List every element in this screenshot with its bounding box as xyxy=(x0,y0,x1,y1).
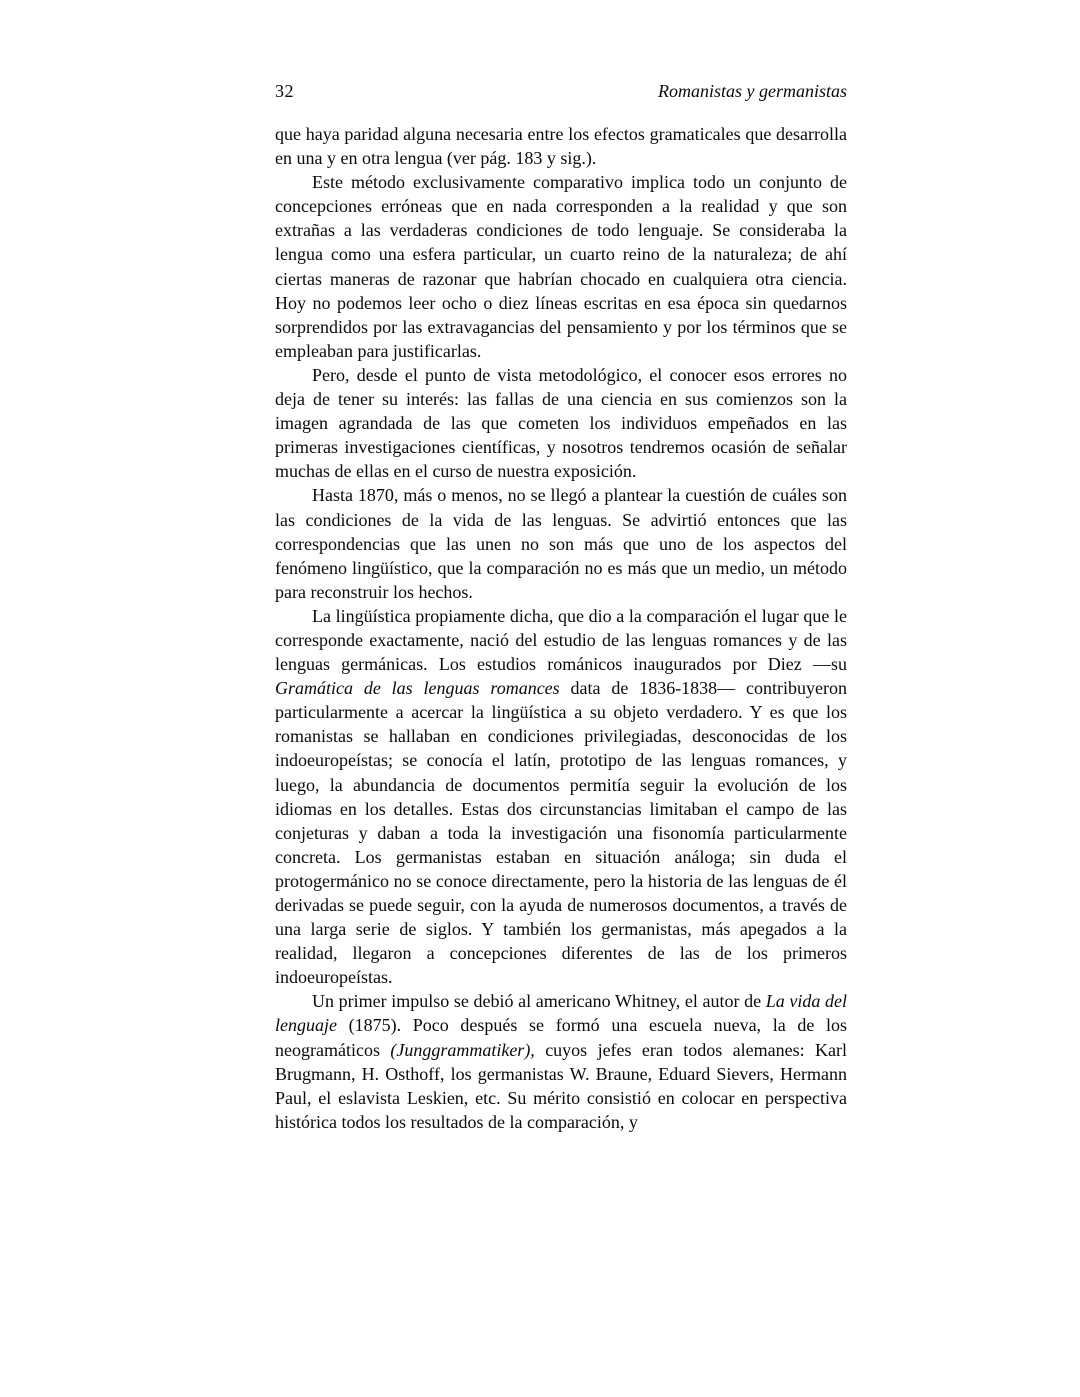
italic-text-segment: Gramática de las lenguas romances xyxy=(275,678,560,699)
text-segment: que haya paridad alguna necesaria entre los efectos gramaticales que desarrolla en una y en otra lengua (ver pág. 183 y sig.). xyxy=(275,124,847,169)
running-title: Romanistas y germanistas xyxy=(658,81,847,101)
italic-text-segment: La vida del lenguaje xyxy=(275,991,847,1036)
text-segment: data de 1836-1838— contribuyeron particularmente a acercar la lingüística a su objeto verdadero. Y es que los romanistas se hallaban en condiciones privilegiadas, desconocidas de los indoeuropeístas; se conocía el latín, prototipo de las lenguas romances, y luego, la abundancia de documentos permitía seguir la evolución de los idiomas en los detalles. Estas dos circunstancias limitaban el campo de las conjeturas y daban a toda la investigación una fisonomía particularmente concreta. Los germanistas estaban en situación análoga; sin duda el protogermánico no se conoce directamente, pero la historia de las lenguas de él derivadas se puede seguir, con la ayuda de numerosos documentos, a través de una larga serie de siglos. Y también los germanistas, más apegados a la realidad, llegaron a concepciones diferentes de las de los primeros indoeuropeístas. xyxy=(275,678,847,988)
page-body xyxy=(275,122,847,1134)
paragraph xyxy=(275,989,847,1134)
text-segment: La lingüística propiamente dicha, que dio a la comparación el lugar que le corresponde exactamente, nació del estudio de las lenguas romances y de las lenguas germánicas. Los estudios románicos inaugurados por Diez —su xyxy=(275,605,847,675)
paragraph xyxy=(275,170,847,363)
paragraph xyxy=(275,604,847,990)
paragraph xyxy=(275,122,847,170)
text-segment: (1875). Poco después se formó una escuela nueva, la de los neogramáticos xyxy=(275,1015,847,1060)
italic-text-segment: (Junggrammatiker), xyxy=(390,1039,535,1060)
page-number: 32 xyxy=(275,81,294,101)
text-segment: Pero, desde el punto de vista metodológico, el conocer esos errores no deja de tener su interés: las fallas de una ciencia en sus comienzos son la imagen agrandada de las que cometen los individuos empeñados en las primeras investigaciones científicas, y nosotros tendremos ocasión de señalar muchas de ellas en el curso de nuestra exposición. xyxy=(275,364,847,482)
text-segment: Un primer impulso se debió al americano Whitney, el autor de xyxy=(312,991,766,1012)
paragraph xyxy=(275,363,847,483)
page-header xyxy=(275,80,847,102)
text-segment: cuyos jefes eran todos alemanes: Karl Brugmann, H. Osthoff, los germanistas W. Braune, Eduard Sievers, Hermann Paul, el eslavista Leskien, etc. Su mérito consistió en colocar en perspectiva histórica todos los resultados de la comparación, y xyxy=(275,1039,847,1132)
text-segment: Hasta 1870, más o menos, no se llegó a plantear la cuestión de cuáles son las condiciones de la vida de las lenguas. Se advirtió entonces que las correspondencias que las unen no son más que uno de los aspectos del fenómeno lingüístico, que la comparación no es más que un medio, un método para reconstruir los hechos. xyxy=(275,485,847,602)
paragraph xyxy=(275,483,847,603)
text-segment: Este método exclusivamente comparativo implica todo un conjunto de concepciones erróneas que en nada corresponden a la realidad y que son extrañas a las verdaderas condiciones de todo lenguaje. Se consideraba la lengua como una esfera particular, un cuarto reino de la naturaleza; de ahí ciertas maneras de razonar que habrían chocado en cualquiera otra ciencia. Hoy no podemos leer ocho o diez líneas escritas en esa época sin quedarnos sorprendidos por las extravagancias del pensamiento y por los términos que se empleaban para justificarlas. xyxy=(275,172,847,361)
